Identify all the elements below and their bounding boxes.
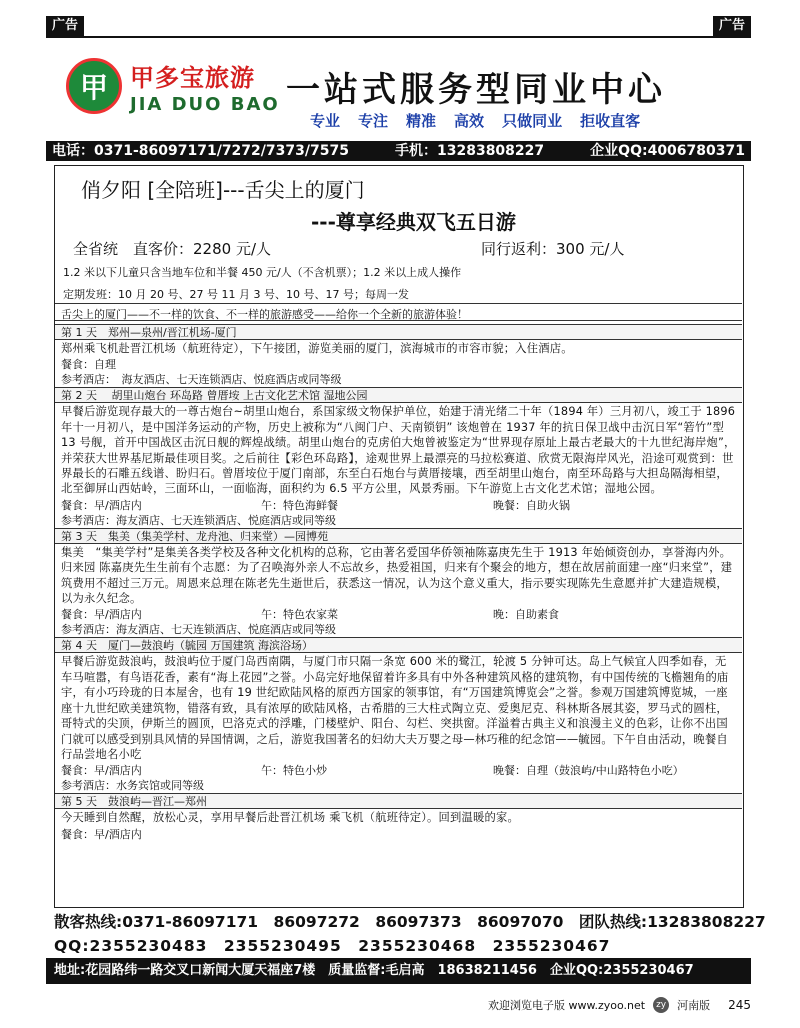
tag: 精准	[406, 112, 437, 130]
tag: 高效	[454, 112, 485, 130]
meal-lunch: 午：特色海鲜餐	[261, 498, 338, 512]
logo-icon: 甲	[66, 58, 122, 114]
departure-dates: 定期发班：10 月 20 号、27 号 11 月 3 号、10 号、17 号；每周一发	[63, 288, 409, 301]
address-bar: 地址:花园路纬一路交叉口新闻大厦天福座7楼 质量监督:毛启高 18638211456 企业QQ:2355230467	[46, 958, 751, 984]
day-3-hotel: 参考酒店：海友酒店、七天连锁酒店、悦庭酒店或同等级	[61, 623, 336, 637]
logo-english-name: JIA DUO BAO	[130, 94, 280, 115]
day-1-description: 郑州乘飞机赴晋江机场（航班待定），下午接团，游览美丽的厦门，滨海城市的市容市貌；入住酒店。	[61, 342, 573, 355]
itinerary	[55, 324, 742, 842]
day-5-description: 今天睡到自然醒，放松心灵，享用早餐后赴晋江机场 乘飞机（航班待定）。回到温暖的家。	[61, 811, 520, 825]
website-link[interactable]: 欢迎浏览电子版 www.zyoo.net	[488, 999, 646, 1012]
zyoo-logo-icon: zy	[653, 997, 669, 1013]
day-3-meals	[55, 607, 742, 622]
day-2-description: 早餐后游览现存最大的一尊古炮台~胡里山炮台，系国家级文物保护单位，始建于清光绪二十年（1894 年）三月初八，竣工于 1896 年十一月初八，是中国洋务运动的产物，历史上被称为“八闽门户、天南锁钥” 该炮曾在 1937 年的抗日保卫战中击沉日军“箬竹”型 13 号舰，首开中国战区击沉日舰的辉煌战绩。胡里山炮台的克虏伯大炮曾被鉴定为“世界现存原址上最古老最大的十九世纪海岸炮”，并荣获大世界基尼斯最佳项目奖。之后前往【彩色环岛路】，途观世界上最漂亮的马拉松赛道、欣赏无限海岸风光，沿途可观赏到：世界最长的石雕五线谱、盼归石。曾厝垵位于厦门南部，东至白石炮台与黄厝接壤，西至胡里山炮台，南至环岛路与大担岛隔海相望，北至御屏山西姑岭，三面环山，一面临海，面积约为 6.5 平方公里，风景秀丽。下午游览上古文化艺术馆；湿地公园。	[61, 405, 736, 496]
slogan: 一站式服务型同业中心	[286, 70, 666, 110]
tour-title: 俏夕阳 [全陪班]---舌尖上的厦门	[81, 178, 365, 202]
ad-label-left: 广告	[46, 16, 84, 36]
day-3-description: 集美 “集美学村”是集美各类学校及各种文化机构的总称，它由著名爱国华侨领袖陈嘉庚先生于 1913 年始倾资创办，享誉海内外。归来园 陈嘉庚先生生前有个志愿：为了召唤海外亲人不忘故乡，热爱祖国，归来有个聚会的地方，想在故居前面建一座“归来堂”，建筑费用不超过三万元。周恩来总理在陈老先生逝世后，获悉这一情况，认为这个意义重大，指示要实现陈先生意愿并扩大建造规模，以为永久纪念。	[61, 545, 733, 606]
day-3-header: 第 3 天 集美（集美学村、龙舟池、归来堂）—园博苑	[55, 528, 742, 544]
day-1-hotel: 参考酒店： 海友酒店、七天连锁酒店、悦庭酒店或同等级	[61, 373, 342, 387]
hotline-numbers: 散客热线:0371-86097171 86097272 86097373 86097070 团队热线:13283808227	[54, 913, 766, 931]
day-5-header: 第 5 天 鼓浪屿—晋江—郑州	[55, 793, 742, 809]
day-5-meals	[55, 827, 742, 842]
meal-breakfast: 餐食：早/酒店内	[61, 498, 142, 512]
meal-lunch: 午：特色小炒	[261, 764, 327, 778]
phone-numbers: 电话：0371-86097171/7272/7373/7575	[52, 143, 349, 159]
service-tags	[310, 110, 640, 131]
day-2-hotel: 参考酒店：海友酒店、七天连锁酒店、悦庭酒店或同等级	[61, 513, 336, 527]
day-4-hotel: 参考酒店：水务宾馆或同等级	[61, 779, 204, 793]
page-number: 245	[728, 998, 751, 1012]
meal-breakfast: 餐食：自理	[61, 358, 116, 372]
direct-price: 全省统 直客价：2280 元/人	[73, 240, 271, 258]
tour-panel	[54, 165, 744, 908]
day-1-meals	[55, 357, 742, 372]
meal-breakfast: 餐食：早/酒店内	[61, 764, 142, 778]
meal-dinner: 晚餐：自理（鼓浪屿/中山路特色小吃）	[493, 764, 684, 778]
meal-dinner: 晚餐：自助火锅	[493, 498, 570, 512]
tour-subtitle: ---尊享经典双飞五日游	[311, 210, 516, 234]
mobile-number: 手机：13283808227	[394, 143, 545, 159]
qq-numbers: QQ:2355230483 2355230495 2355230468 2355230467	[54, 937, 611, 955]
ad-header	[46, 38, 751, 141]
page-footer	[46, 994, 751, 1016]
edition-label: 河南版	[677, 999, 711, 1012]
day-4-header: 第 4 天 厦门—鼓浪屿（毓园 万国建筑 海滨浴场）	[55, 637, 742, 653]
meal-breakfast: 餐食：早/酒店内	[61, 827, 142, 841]
agent-rebate: 同行返利：300 元/人	[481, 240, 625, 258]
day-4-meals	[55, 763, 742, 778]
contact-bar	[46, 141, 751, 161]
company-qq: 企业QQ:4006780371	[590, 143, 745, 159]
tag: 专注	[358, 112, 389, 130]
child-price-note: 1.2 米以下儿童只含当地车位和半餐 450 元/人（不含机票）；1.2 米以上成人操作	[63, 266, 462, 279]
meal-lunch: 午：特色农家菜	[261, 608, 338, 622]
day-2-meals	[55, 498, 742, 513]
meal-breakfast: 餐食：早/酒店内	[61, 608, 142, 622]
tour-intro: 舌尖上的厦门——不一样的饮食、不一样的旅游感受——给你一个全新的旅游体验！	[55, 303, 742, 321]
day-2-header: 第 2 天 胡里山炮台 环岛路 曾厝垵 上古文化艺术馆 湿地公园	[55, 387, 742, 403]
ad-label-right: 广告	[713, 16, 751, 36]
day-4-description: 早餐后游览鼓浪屿，鼓浪屿位于厦门岛西南隅，与厦门市只隔一条宽 600 米的鹭江，轮渡 5 分钟可达。岛上气候宜人四季如春，无车马喧嚣，有鸟语花香，素有“海上花园”之誉。小岛完好地保留着许多具有中外各种建筑风格的建筑物，有中国传统的飞檐翘角的庙宇，有小巧玲珑的日本屋舍，也有 19 世纪欧陆风格的原西方国家的领事馆，有“万国建筑博览会”之誉。参观万国建筑博览城，一座座十九世纪欧美建筑物，错落有致，具有浓厚的欧陆风格，古希腊的三大柱式陶立克、爱奥尼克、科林斯各展其姿，罗马式的圆柱，哥特式的尖顶，伊斯兰的圆顶，巴洛克式的浮雕，门楼壁炉、阳台、勾栏、突拱窗。洋溢着古典主义和浪漫主义的色彩，让你不出国门就可以感受到别具风情的异国情调，之后，游览我国著名的妇幼大夫万婴之母—林巧稚的纪念馆——毓园。下午自由活动，晚餐自行品尝地名小吃	[61, 655, 729, 761]
tag: 专业	[310, 112, 341, 130]
day-1-header: 第 1 天 郑州—泉州/晋江机场-厦门	[55, 324, 742, 340]
meal-dinner: 晚：自助素食	[493, 608, 559, 622]
tag: 拒收直客	[580, 112, 641, 130]
tag: 只做同业	[502, 112, 563, 130]
logo-chinese-name: 甲多宝旅游	[130, 64, 255, 92]
